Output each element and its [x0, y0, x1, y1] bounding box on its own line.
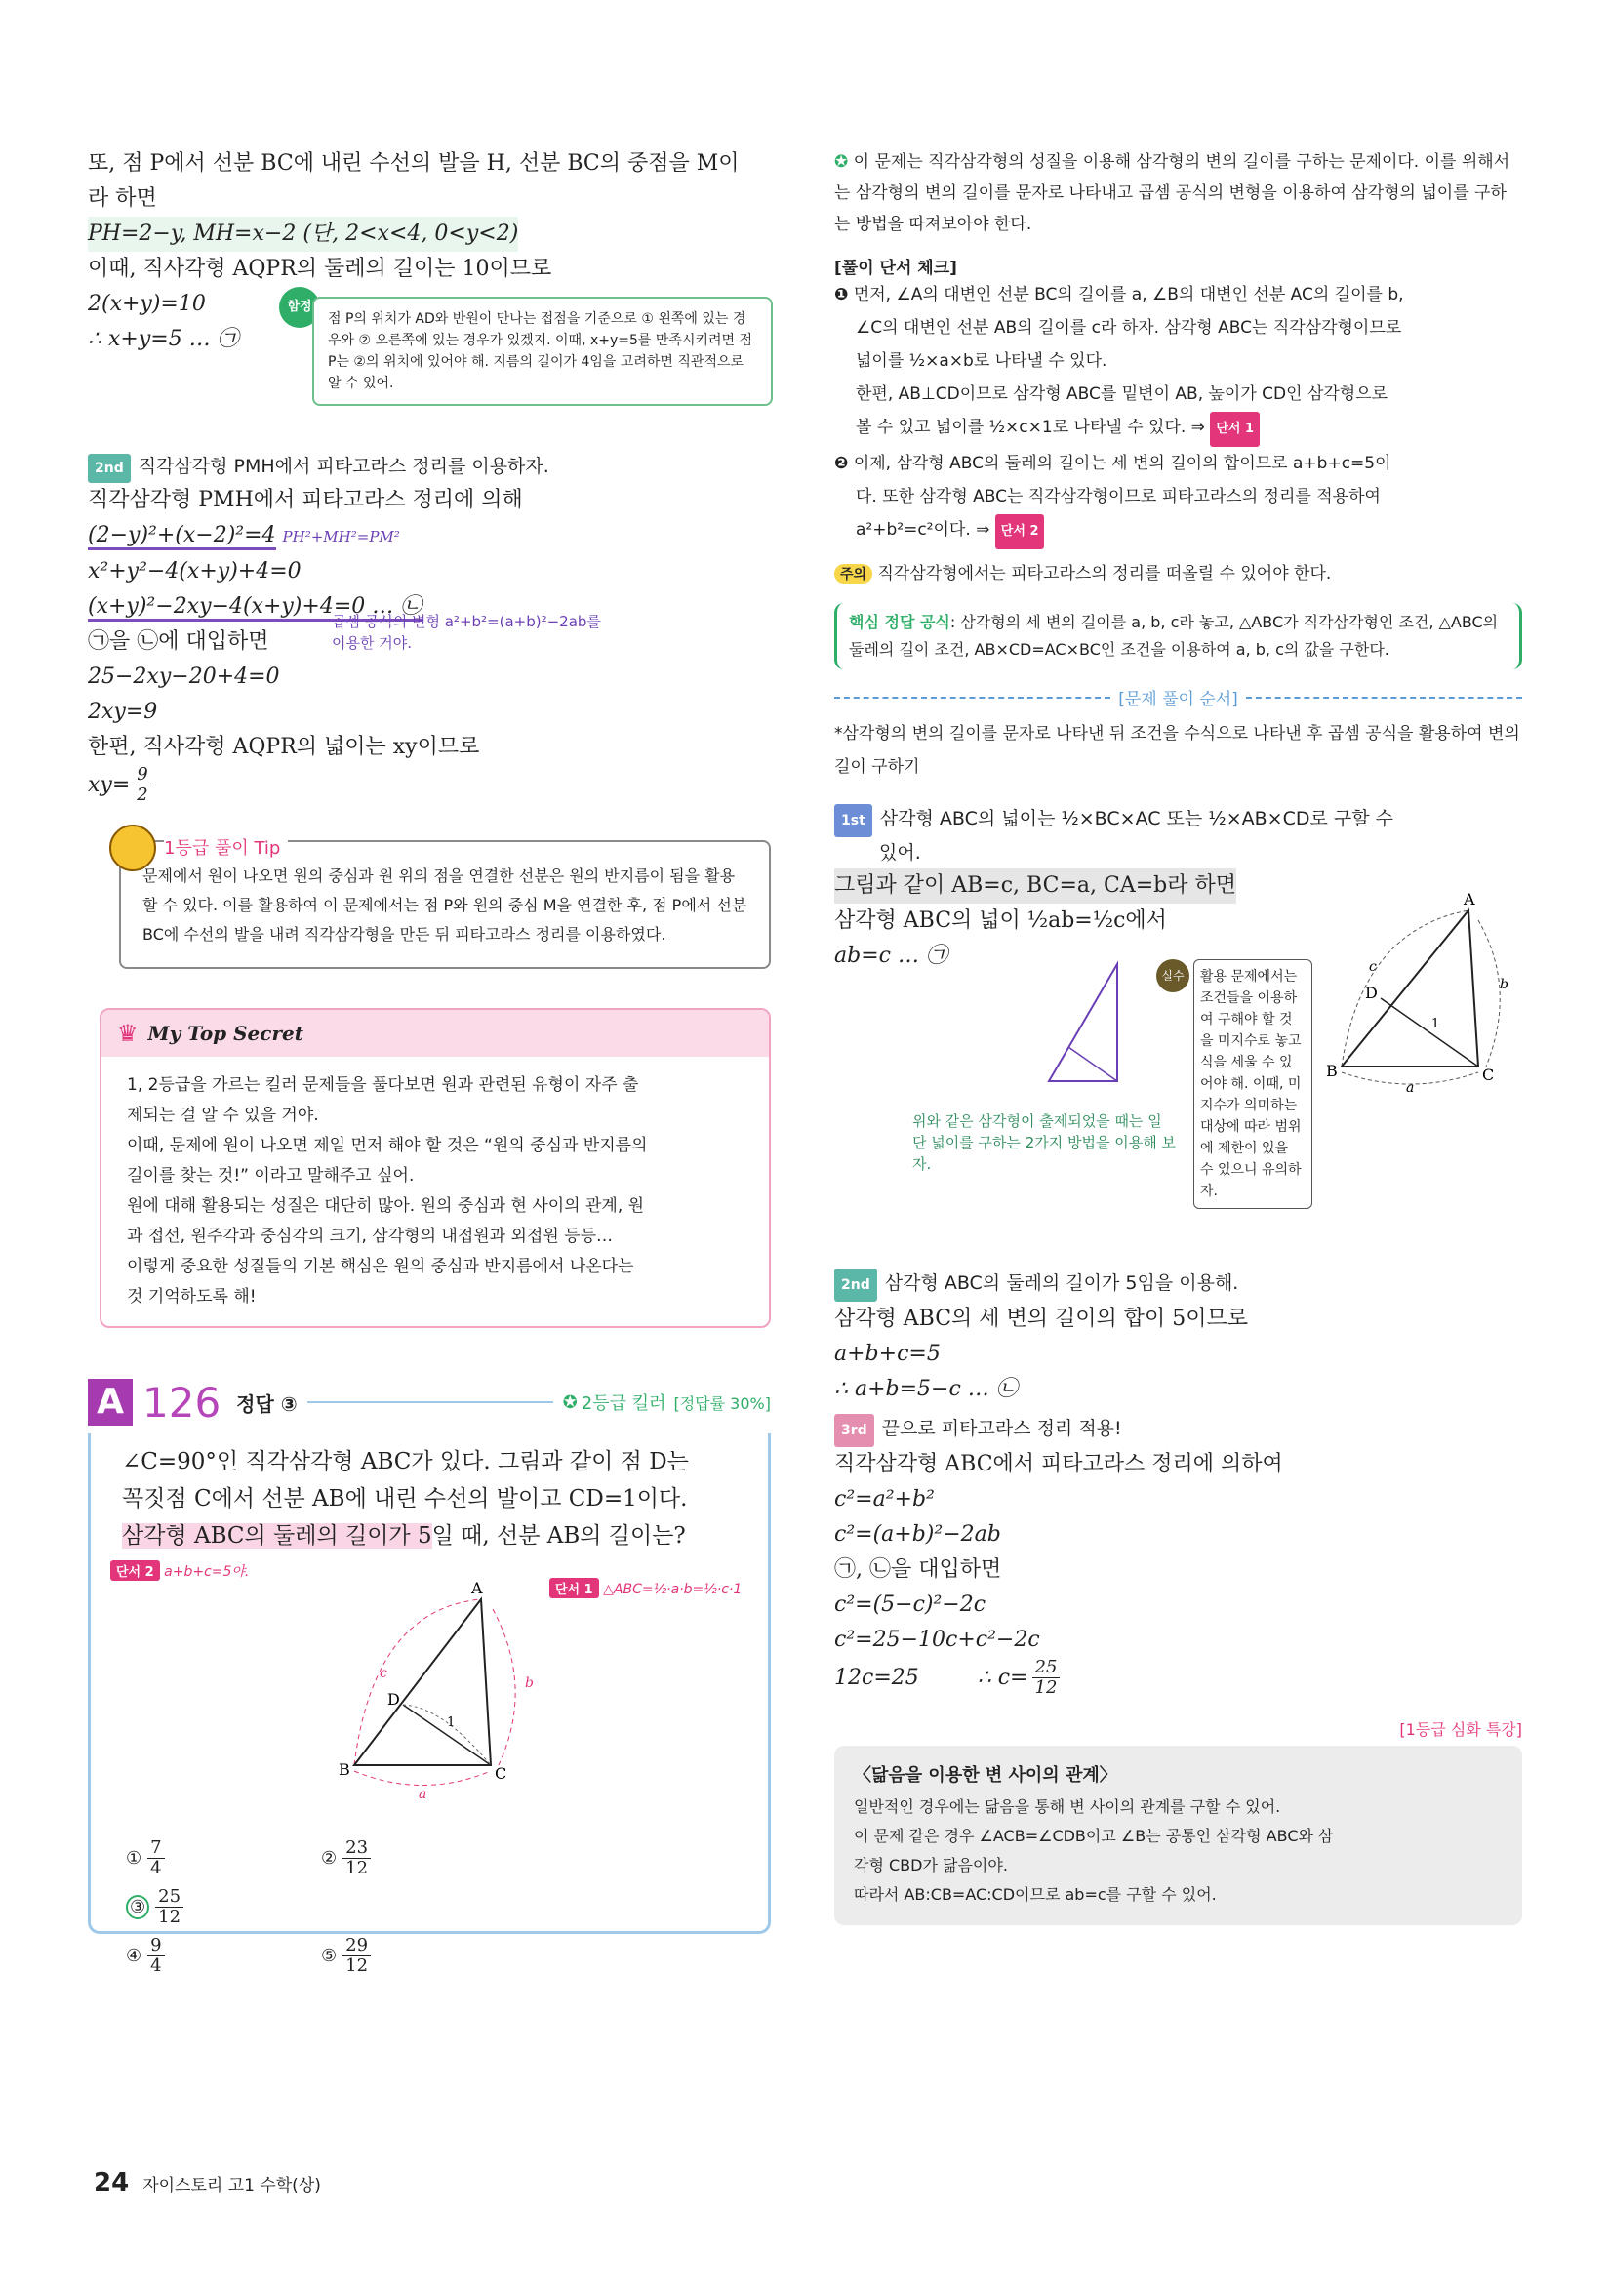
deep-line: 일반적인 경우에는 닮음을 통해 변 사이의 관계를 구할 수 있어.: [854, 1797, 1281, 1816]
svg-text:a: a: [419, 1787, 427, 1802]
secret-line: 것 기억하도록 해!: [127, 1287, 257, 1307]
intro-line-2: 라 하면: [88, 186, 157, 211]
secret-title: My Top Secret: [147, 1022, 303, 1045]
killer-label: 2등급 킬러: [581, 1393, 666, 1414]
step3-section: 3rd 끝으로 피타고라스 정리 적용! 직각삼각형 ABC에서 피타고라스 정리에 의하여 c²=a²+b² c²=(a+b)²−2ab ㉠, ㉡을 대입하면 c²=(5−c)²−2c c²=25−10c+c²−2c 12c=25 ∴ c= $\frac{25}{12}$: [834, 1413, 1522, 1698]
problem-header: [88, 1377, 771, 1428]
secret-line: 이렇게 중요한 성질들의 기본 핵심은 원의 중심과 반지름에서 나온다는: [127, 1257, 634, 1276]
hint1: 단서 1 △ABC=½·a·b=½·c·1: [549, 1578, 742, 1598]
small-triangle: [1039, 954, 1137, 1091]
deep-box: 〈닮음을 이용한 변 사이의 관계〉 일반적인 경우에는 닮음을 통해 변 사이의 관계를 구할 수 있어. 이 문제 같은 경우 ∠ACB=∠CDB이고 ∠B는 공통인 삼각형 ABC와 삼 각형 CBD가 닮음이야. 따라서 AB:CB=AC:CD이므로 ab=c를 구할 수 있어.: [834, 1746, 1522, 1925]
bee-icon: [109, 825, 156, 871]
tip-title: 1등급 풀이 Tip: [164, 834, 288, 860]
silsu-box: 활용 문제에서는 조건들을 이용하여 구해야 할 것을 미지수로 놓고 식을 세울 수 있어야 해. 이때, 미지수가 의미하는 대상에 따라 범위에 제한이 있을 수 있으니 유의하자.: [1193, 959, 1312, 1209]
svg-text:B: B: [339, 1760, 350, 1779]
eq-2xy: 2(x+y)=10: [88, 292, 206, 316]
check-title: [풀이 단서 체크]: [834, 259, 957, 278]
choice-1[interactable]: ① 7 4: [126, 1833, 321, 1882]
subst-line: ㉠을 ㉡에 대입하면: [88, 629, 269, 654]
svg-text:c: c: [380, 1666, 387, 1681]
choice-5[interactable]: ⑤ 29 12: [321, 1931, 516, 1980]
tip-box: 문제에서 원이 나오면 원의 중심과 원 위의 점을 연결한 선분은 원의 반지름이 됨을 활용할 수 있다. 이를 활용하여 이 문제에서는 점 P와 원의 중심 M을 연결한 후, 점 P에서 선분 BC에 수선의 발을 내려 직각삼각형을 만든 뒤 피타고라스 정리를 이용하였다.: [119, 840, 771, 969]
choice-3[interactable]: ③ 25 12: [126, 1882, 321, 1931]
secret-line: 원에 대해 활용되는 성질은 대단히 많아. 원의 중심과 현 사이의 관계, 원: [127, 1196, 645, 1216]
step2-heading: 2nd 직각삼각형 PMH에서 피타고라스 정리를 이용하자.: [88, 453, 771, 483]
svg-text:C: C: [1482, 1066, 1495, 1084]
secret-line: 과 접선, 원주각과 중심각의 크기, 삼각형의 내접원과 외접원 등등…: [127, 1227, 614, 1246]
eq-p3-note: 곱셈 공식의 변형 a²+b²=(a+b)²−2ab를 이용한 거야.: [332, 613, 601, 652]
star-icon: ✪: [562, 1391, 578, 1413]
svg-text:1: 1: [447, 1715, 456, 1730]
caution-badge: 주의: [834, 564, 872, 584]
secret-line: 1, 2등급을 가르는 킬러 문제들을 풀다보면 원과 관련된 유형이 자주 출: [127, 1075, 639, 1095]
choice-2[interactable]: ② 23 12: [321, 1833, 516, 1882]
perimeter-line: 이때, 직사각형 AQPR의 둘레의 길이는 10이므로: [88, 257, 552, 281]
svg-text:a: a: [1406, 1080, 1415, 1096]
svg-text:1: 1: [1431, 1017, 1440, 1031]
eq-ph-mh: PH=2−y, MH=x−2 (단, 2<x<4, 0<y<2): [88, 217, 518, 252]
problem-line-3: 삼각형 ABC의 둘레의 길이가 5일 때, 선분 AB의 길이는?: [122, 1523, 686, 1549]
eq-p1-row: (2−y)²+(x−2)²=4 PH²+MH²=PM²: [88, 518, 771, 554]
choices: [126, 1833, 672, 1980]
step2-badge: 2nd: [88, 454, 131, 483]
problem-line-2: 꼭짓점 C에서 선분 AB에 내린 수선의 발이고 CD=1이다.: [122, 1486, 688, 1511]
problem-box: [88, 1433, 771, 1976]
step1-section: 1st 삼각형 ABC의 넓이는 ½×BC×AC 또는 ½×AB×CD로 구할 수 있어. 그림과 같이 AB=c, BC=a, CA=b라 하면 삼각형 ABC의 넓이 ½ab=½c에서 ab=c … ㉠ 위와 같은 삼각형이 출제되었을 때는 일단 넓이를 구하는 2가지 방법을 이용해 보자. 실수 활용 문제에서는 조건들을 이용하여 구해야 할 것을 미지수로 놓고 식을 세울 수 있어야 해. 이때, 미지수가 의미하는 대상에 따라 범위에 제한이 있을 수 있으니 유의하자. A B C D 1 c b a: [834, 803, 1522, 1262]
secret-line: 이때, 문제에 원이 나오면 제일 먼저 해야 할 것은 “원의 중심과 반지름의: [127, 1136, 648, 1155]
star-icon: ✪: [834, 152, 854, 172]
silsu-badge: 실수: [1156, 959, 1189, 992]
svg-text:c: c: [1369, 959, 1377, 975]
svg-text:A: A: [471, 1579, 483, 1597]
order-divider: [문제 풀이 순서]: [834, 685, 1522, 709]
hamjeong-box: 점 P의 위치가 AD와 반원이 만나는 접점을 기준으로 ① 왼쪽에 있는 경우와 ② 오른쪽에 있는 경우가 있겠지. 이때, x+y=5를 만족시키려면 점 P는 ②의 위치에 있어야 해. 지름의 길이가 4임을 고려하면 직관적으로 알 수 있어.: [312, 297, 773, 406]
eq-p2: x²+y²−4(x+y)+4=0: [88, 559, 302, 584]
problem-triangle: [325, 1570, 579, 1804]
choice-4[interactable]: ④ 9 4: [126, 1931, 321, 1980]
problem-letter: A: [88, 1379, 133, 1426]
secret-line: 제되는 걸 알 수 있을 거야.: [127, 1106, 319, 1125]
area-line: 한편, 직사각형 AQPR의 넓이는 xy이므로: [88, 735, 480, 759]
svg-text:D: D: [387, 1690, 400, 1709]
intro-line-1: 또, 점 P에서 선분 BC에 내린 수선의 발을 H, 선분 BC의 중점을 M이: [88, 151, 740, 176]
crown-icon: ♛: [117, 1020, 139, 1047]
svg-text:C: C: [495, 1764, 507, 1783]
eq-final: xy= $\frac{9}{2}$: [88, 765, 771, 805]
eq-xy5: ∴ x+y=5 … ㉠: [88, 327, 239, 351]
left-column: [88, 146, 771, 1976]
svg-text:b: b: [525, 1675, 534, 1691]
deep-label: [1등급 심화 특강]: [1399, 1720, 1522, 1739]
order-text: *삼각형의 변의 길이를 문자로 나타낸 뒤 조건을 수식으로 나타낸 후 곱셈 공식을 활용하여 변의 길이 구하기: [834, 724, 1520, 777]
caution-row: 주의 직각삼각형에서는 피타고라스의 정리를 떠올릴 수 있어야 한다.: [834, 559, 1522, 584]
hamjeong-badge: 함정: [279, 287, 320, 328]
right-column: [834, 146, 1522, 1925]
eq-s2: 2xy=9: [88, 700, 158, 724]
svg-text:b: b: [1500, 977, 1508, 992]
pyth-line: 직각삼각형 PMH에서 피타고라스 정리에 의해: [88, 488, 523, 512]
check-1: ❶ 먼저, ∠A의 대변인 선분 BC의 길이를 a, ∠B의 대변인 선분 AC의 길이를 b, ∠C의 대변인 선분 AB의 길이를 c라 하자. 삼각형 ABC는 직각삼각형이므로 넓이를 ½×a×b로 나타낼 수 있다. 한편, AB⊥CD이므로 삼각형 ABC를 밑변이 AB, 높이가 CD인 삼각형으로 볼 수 있고 넓이를 ½×c×1로 나타낼 수 있다. ⇒ 단서 1: [834, 278, 1522, 447]
eq-p3: (x+y)²−2xy−4(x+y)+4=0 … ㉡: [88, 589, 771, 624]
hint2: 단서 2 a+b+c=5야.: [110, 1560, 249, 1581]
step2-section: 2nd 삼각형 ABC의 둘레의 길이가 5임을 이용해. 삼각형 ABC의 세 변의 길이의 합이 5이므로 a+b+c=5 ∴ a+b=5−c … ㉡: [834, 1268, 1522, 1407]
tip-section: [88, 840, 771, 969]
problem-number: 126: [142, 1378, 221, 1427]
answer-label: 정답 ③: [236, 1391, 298, 1416]
svg-text:A: A: [1464, 891, 1475, 908]
solution-triangle: [1322, 891, 1517, 1096]
secret-body: [101, 1057, 769, 1326]
right-intro: ✪ 이 문제는 직각삼각형의 성질을 이용해 삼각형의 변의 길이를 구하는 문제이다. 이를 위해서는 삼각형의 변의 길이를 문자로 나타내고 곱셈 공식의 변형을 이용하여 삼각형의 넓이를 구하는 방법을 따져보아야 한다.: [834, 152, 1510, 234]
eq-s1: 25−2xy−20+4=0: [88, 665, 280, 689]
hamjeong-row: [88, 287, 771, 394]
deep-line: 각형 CBD가 닮음이야.: [854, 1856, 1008, 1874]
problem-line-1: ∠C=90°인 직각삼각형 ABC가 있다. 그림과 같이 점 D는: [122, 1449, 689, 1474]
footer: [94, 2168, 321, 2197]
secret-line: 길이를 찾는 것!” 이라고 말해주고 싶어.: [127, 1166, 415, 1186]
secret-box: [100, 1008, 771, 1328]
rate-label: [정답률 30%]: [673, 1393, 771, 1413]
tri-note: 위와 같은 삼각형이 출제되었을 때는 일단 넓이를 구하는 2가지 방법을 이용해 보자.: [912, 1112, 1176, 1173]
deep-line: 이 문제 같은 경우 ∠ACB=∠CDB이고 ∠B는 공통인 삼각형 ABC와 삼: [854, 1827, 1334, 1845]
page-number: 24: [94, 2168, 130, 2197]
svg-text:B: B: [1326, 1062, 1338, 1080]
check-2: ❷ 이제, 삼각형 ABC의 둘레의 길이는 세 변의 길이의 합이므로 a+b+c=5이 다. 또한 삼각형 ABC는 직각삼각형이므로 피타고라스의 정리를 적용하여 a²+b²=c²이다. ⇒ 단서 2: [834, 447, 1522, 549]
formula-box: 핵심 정답 공식: 삼각형의 세 변의 길이를 a, b, c라 놓고, △ABC가 직각삼각형인 조건, △ABC의 둘레의 길이 조건, AB×CD=AC×BC인 조건을 이용하여 a, b, c의 값을 구한다.: [834, 603, 1522, 669]
book-title: 자이스토리 고1 수학(상): [142, 2176, 321, 2195]
deep-line: 따라서 AB:CB=AC:CD이므로 ab=c를 구할 수 있어.: [854, 1885, 1217, 1904]
svg-text:D: D: [1365, 984, 1378, 1002]
